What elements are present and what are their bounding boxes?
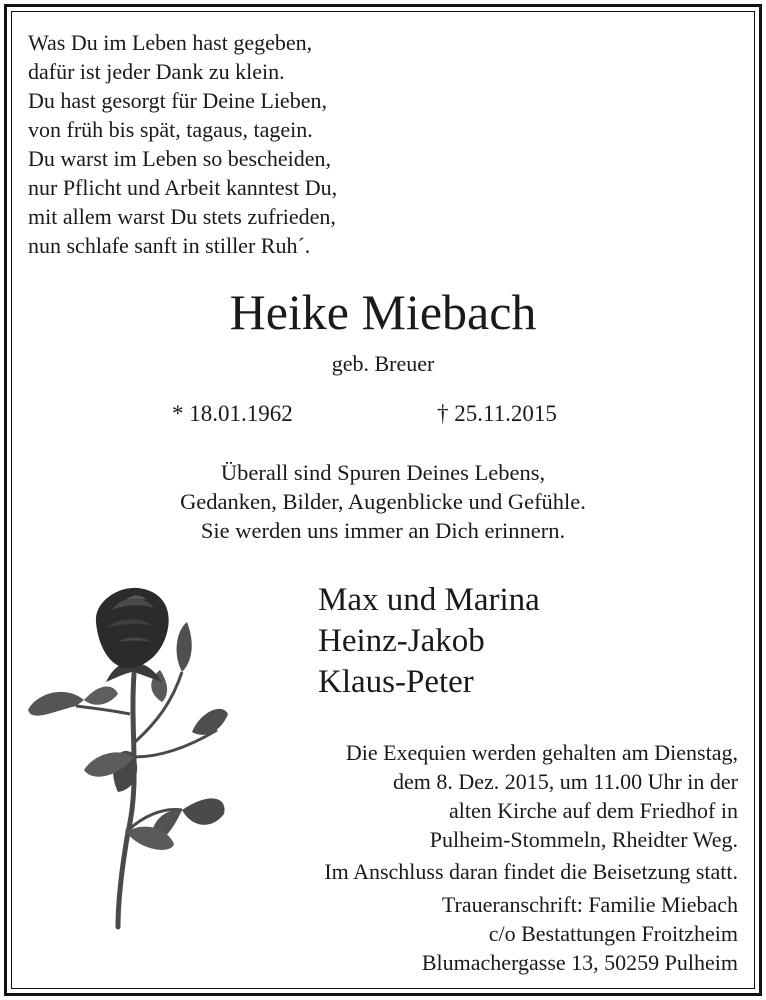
leaf xyxy=(192,709,228,735)
family-names xyxy=(318,580,540,703)
leaf xyxy=(28,692,84,716)
service-line: Die Exequien werden gehalten am Dienstag, xyxy=(345,740,738,765)
rose-illustration xyxy=(22,582,250,932)
service-line: Pulheim-Stommeln, Rheidter Weg. xyxy=(429,827,738,852)
poem-line: Du hast gesorgt für Deine Lieben, xyxy=(28,88,327,113)
rose-branch-left xyxy=(76,706,130,714)
rose-bloom xyxy=(96,588,169,668)
poem xyxy=(28,28,337,260)
mourning-address xyxy=(422,890,738,977)
poem-line: Du warst im Leben so bescheiden, xyxy=(28,146,332,171)
address-line: Traueranschrift: Familie Miebach xyxy=(441,892,738,917)
service-line: dem 8. Dez. 2015, um 11.00 Uhr in der xyxy=(392,769,738,794)
leaf xyxy=(84,686,118,704)
poem-line: mit allem warst Du stets zufrieden, xyxy=(28,204,336,229)
poem-line: von früh bis spät, tagaus, tagein. xyxy=(28,117,313,142)
birth-date: * 18.01.1962 xyxy=(172,401,293,426)
poem-line: dafür ist jeder Dank zu klein. xyxy=(28,59,285,84)
quote-line: Sie werden uns immer an Dich erinnern. xyxy=(200,518,566,543)
poem-line: nun schlafe sanft in stiller Ruh´. xyxy=(28,233,311,258)
family-member: Heinz-Jakob xyxy=(318,623,485,659)
family-member: Klaus-Peter xyxy=(318,664,474,700)
leaf xyxy=(177,622,192,672)
quote-line: Überall sind Spuren Deines Lebens, xyxy=(220,460,546,485)
poem-line: Was Du im Leben hast gegeben, xyxy=(28,30,313,55)
address-line: c/o Bestattungen Froitzheim xyxy=(488,921,738,946)
family-member: Max und Marina xyxy=(318,582,540,618)
quote-line: Gedanken, Bilder, Augenblicke und Gefühle. xyxy=(180,489,586,514)
burial-note: Im Anschluss daran findet die Beisetzung statt. xyxy=(324,859,738,884)
birth-name: geb. Breuer xyxy=(331,351,435,376)
death-date: † 25.11.2015 xyxy=(437,401,557,426)
poem-line: nur Pflicht und Arbeit kanntest Du, xyxy=(28,175,338,200)
deceased-name: Heike Miebach xyxy=(229,284,537,340)
service-info xyxy=(346,738,738,854)
memorial-quote xyxy=(0,458,766,545)
address-line: Blumachergasse 13, 50259 Pulheim xyxy=(421,950,738,975)
leaf xyxy=(182,798,225,825)
service-line: alten Kirche auf dem Friedhof in xyxy=(449,798,738,823)
